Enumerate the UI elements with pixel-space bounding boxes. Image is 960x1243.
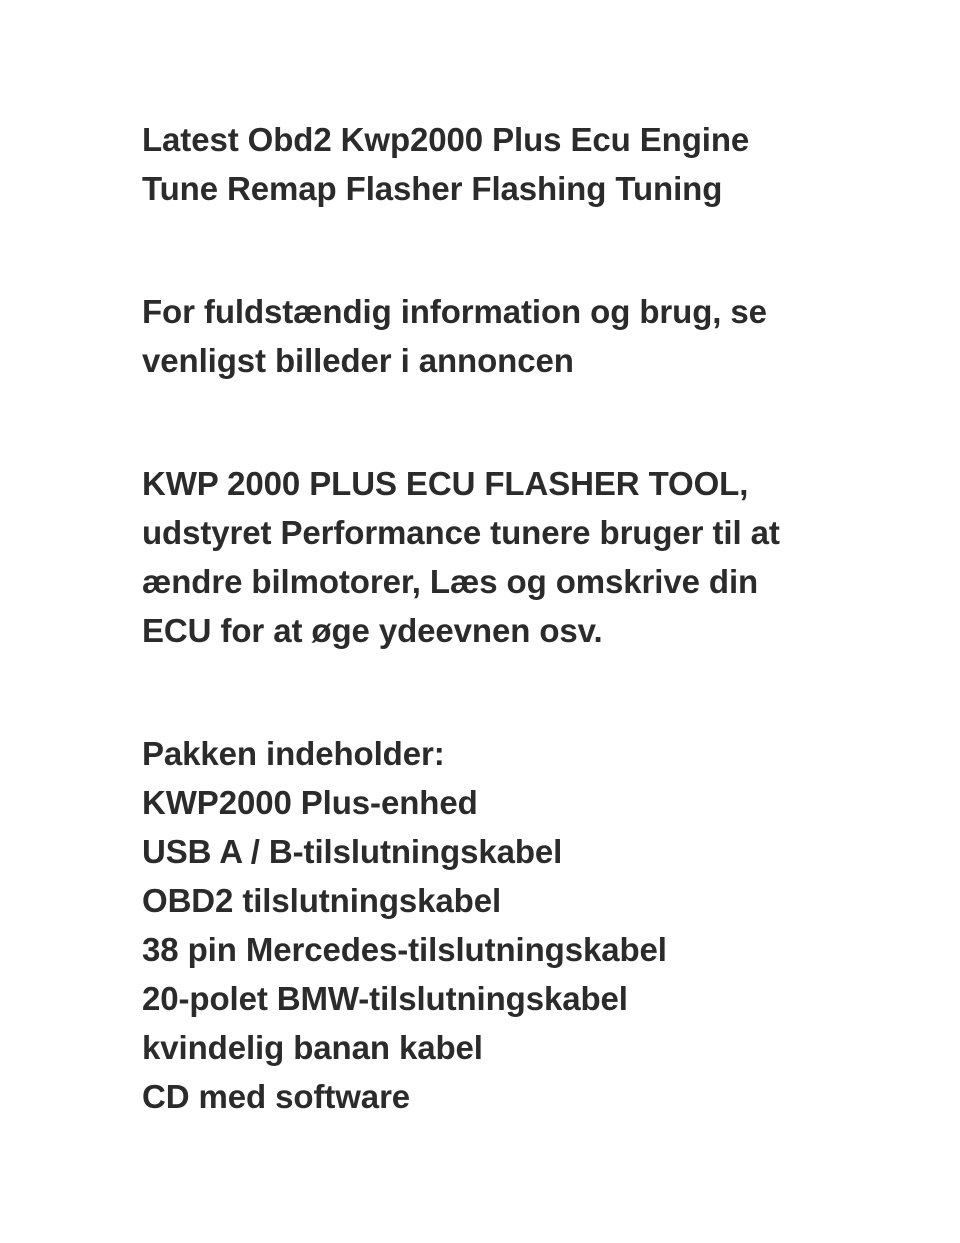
- package-item: kvindelig banan kabel: [142, 1029, 483, 1066]
- description-paragraph: [142, 459, 862, 655]
- intro-line: For fuldstændig information og brug, se: [142, 293, 767, 330]
- title-line: Latest Obd2 Kwp2000 Plus Ecu Engine: [142, 121, 750, 158]
- package-item: 38 pin Mercedes-tilslutningskabel: [142, 931, 667, 968]
- package-item: 20-polet BMW-tilslutningskabel: [142, 980, 628, 1017]
- description-line: KWP 2000 PLUS ECU FLASHER TOOL,: [142, 465, 749, 502]
- intro-paragraph: [142, 287, 862, 385]
- package-heading: Pakken indeholder:: [142, 735, 445, 772]
- package-item: USB A / B-tilslutningskabel: [142, 833, 563, 870]
- description-line: udstyret Performance tunere bruger til at: [142, 514, 780, 551]
- package-item: OBD2 tilslutningskabel: [142, 882, 502, 919]
- package-item: CD med software: [142, 1078, 411, 1115]
- title-line: Tune Remap Flasher Flashing Tuning: [142, 170, 723, 207]
- document-content: [142, 115, 862, 1195]
- intro-line: venligst billeder i annoncen: [142, 342, 574, 379]
- product-title: [142, 115, 862, 213]
- package-contents: [142, 729, 862, 1121]
- description-line: ECU for at øge ydeevnen osv.: [142, 612, 603, 649]
- package-item: KWP2000 Plus-enhed: [142, 784, 478, 821]
- description-line: ændre bilmotorer, Læs og omskrive din: [142, 563, 759, 600]
